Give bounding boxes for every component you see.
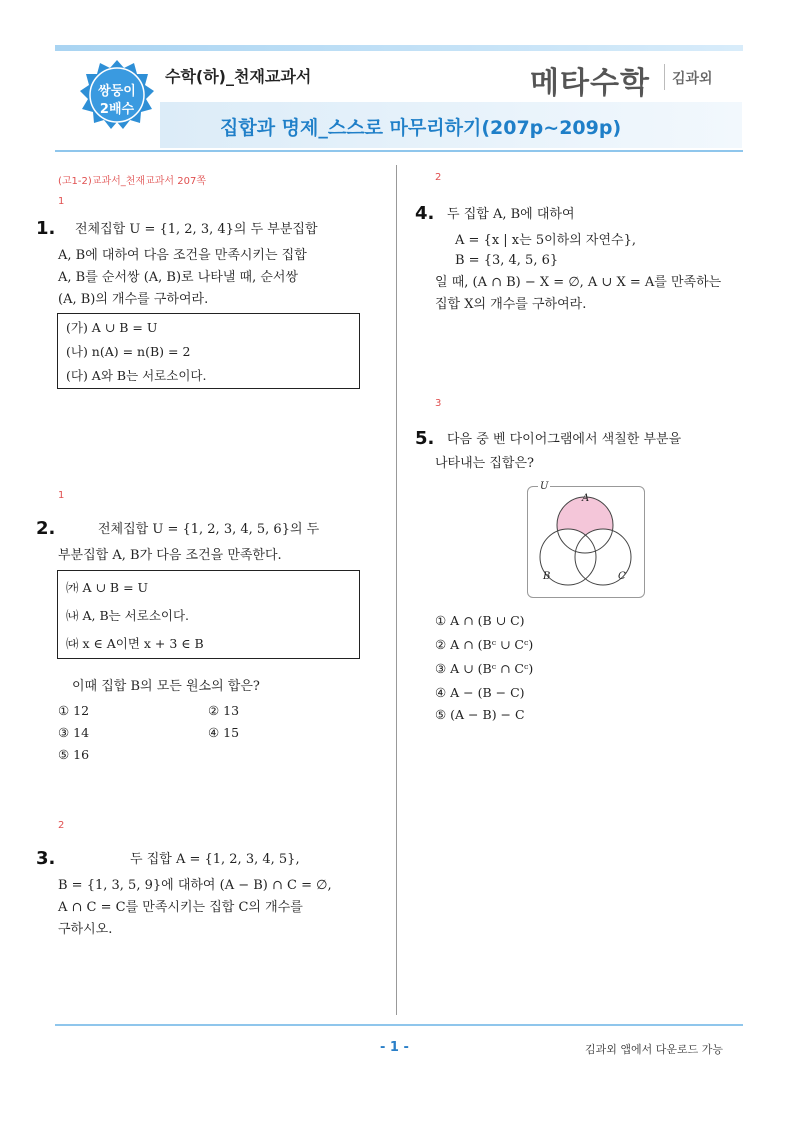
q2-choice-3[interactable]: ③ 14 <box>58 725 90 740</box>
q4-line4: 일 때, (A ∩ B) − X = ∅, A ∪ X = A를 만족하는 <box>435 275 722 290</box>
q5-choice-1[interactable]: ① A ∩ (B ∪ C) <box>435 613 525 628</box>
badge-line1: 쌍둥이 <box>98 84 136 99</box>
brand-logo: 메타수학 <box>530 66 650 101</box>
q2-question: 이때 집합 B의 모든 원소의 합은? <box>72 679 260 694</box>
q5-choice-5[interactable]: ⑤ (A − B) − C <box>435 707 525 722</box>
q5-choice-4[interactable]: ④ A − (B − C) <box>435 685 525 700</box>
q1-cond2: (나) n(A) = n(B) = 2 <box>66 344 191 359</box>
venn-label-c: C <box>618 571 626 582</box>
logo-divider <box>664 64 665 90</box>
download-note: 김과외 앱에서 다운로드 가능 <box>585 1043 724 1056</box>
q2-cond1: ㈎ A ∪ B = U <box>66 580 149 595</box>
q4-line3: B = {3, 4, 5, 6} <box>455 253 559 268</box>
q1-line1: 전체집합 U = {1, 2, 3, 4}의 두 부분집합 <box>75 222 318 237</box>
venn-label-u: U <box>540 481 549 492</box>
header-top-line <box>55 45 743 51</box>
q2-line2: 부분집합 A, B가 다음 조건을 만족한다. <box>58 548 282 563</box>
q5-choice-2[interactable]: ② A ∩ (Bᶜ ∪ Cᶜ) <box>435 637 534 652</box>
q5-line2: 나타내는 집합은? <box>435 456 535 471</box>
q1-number: 1. <box>36 218 56 239</box>
q2-choice-2[interactable]: ② 13 <box>208 703 240 718</box>
q1-line4: (A, B)의 개수를 구하여라. <box>58 292 209 307</box>
q3-line3: A ∩ C = C를 만족시키는 집합 C의 개수를 <box>58 900 303 915</box>
q4-line2: A = {x | x는 5이하의 자연수}, <box>455 233 636 248</box>
q5-choice-3[interactable]: ③ A ∪ (Bᶜ ∩ Cᶜ) <box>435 661 534 676</box>
brand-logo-sub: 김과외 <box>672 71 713 87</box>
q4-number: 4. <box>415 203 435 224</box>
q3-line1: 두 집합 A = {1, 2, 3, 4, 5}, <box>130 852 300 867</box>
q1-level: 1 <box>58 196 65 207</box>
q2-cond2: ㈏ A, B는 서로소이다. <box>66 608 190 623</box>
badge-line2: 2배수 <box>99 102 135 117</box>
badge-icon <box>78 58 156 136</box>
q3-line4: 구하시오. <box>58 922 113 937</box>
column-divider <box>396 165 397 1015</box>
q2-number: 2. <box>36 518 56 539</box>
q2-cond3: ㈐ x ∈ A이면 x + 3 ∈ B <box>66 636 204 651</box>
q1-line2: A, B에 대하여 다음 조건을 만족시키는 집합 <box>58 248 307 263</box>
q2-choice-4[interactable]: ④ 15 <box>208 725 240 740</box>
q1-line3: A, B를 순서쌍 (A, B)로 나타낼 때, 순서쌍 <box>58 270 299 285</box>
q3-line2: B = {1, 3, 5, 9}에 대하여 (A − B) ∩ C = ∅, <box>58 878 332 893</box>
q2-level: 1 <box>58 490 65 501</box>
q4-line5: 집합 X의 개수를 구하여라. <box>435 297 587 312</box>
q4-line1: 두 집합 A, B에 대하여 <box>447 207 575 222</box>
q5-number: 5. <box>415 428 435 449</box>
q1-cond3: (다) A와 B는 서로소이다. <box>66 368 207 383</box>
q1-cond1: (가) A ∪ B = U <box>66 320 158 335</box>
page-title: 집합과 명제_스스로 마무리하기(207p~209p) <box>220 117 622 139</box>
venn-diagram <box>527 481 645 598</box>
q3-number: 3. <box>36 848 56 869</box>
venn-label-b: B <box>543 571 551 582</box>
q2-line1: 전체집합 U = {1, 2, 3, 4, 5, 6}의 두 <box>98 522 320 537</box>
q5-line1: 다음 중 벤 다이어그램에서 색칠한 부분을 <box>447 432 682 447</box>
q3-level: 2 <box>58 820 65 831</box>
page-number: - 1 - <box>380 1040 409 1055</box>
q4-level: 2 <box>435 172 442 183</box>
footer-line <box>55 1024 743 1026</box>
title-underline <box>55 150 743 152</box>
source-label: (고1-2)교과서_천재교과서 207쪽 <box>58 176 207 187</box>
venn-label-a: A <box>582 493 590 504</box>
q5-level: 3 <box>435 398 442 409</box>
q2-choice-1[interactable]: ① 12 <box>58 703 90 718</box>
q2-choice-5[interactable]: ⑤ 16 <box>58 747 90 762</box>
subject-title: 수학(하)_천재교과서 <box>165 67 312 86</box>
